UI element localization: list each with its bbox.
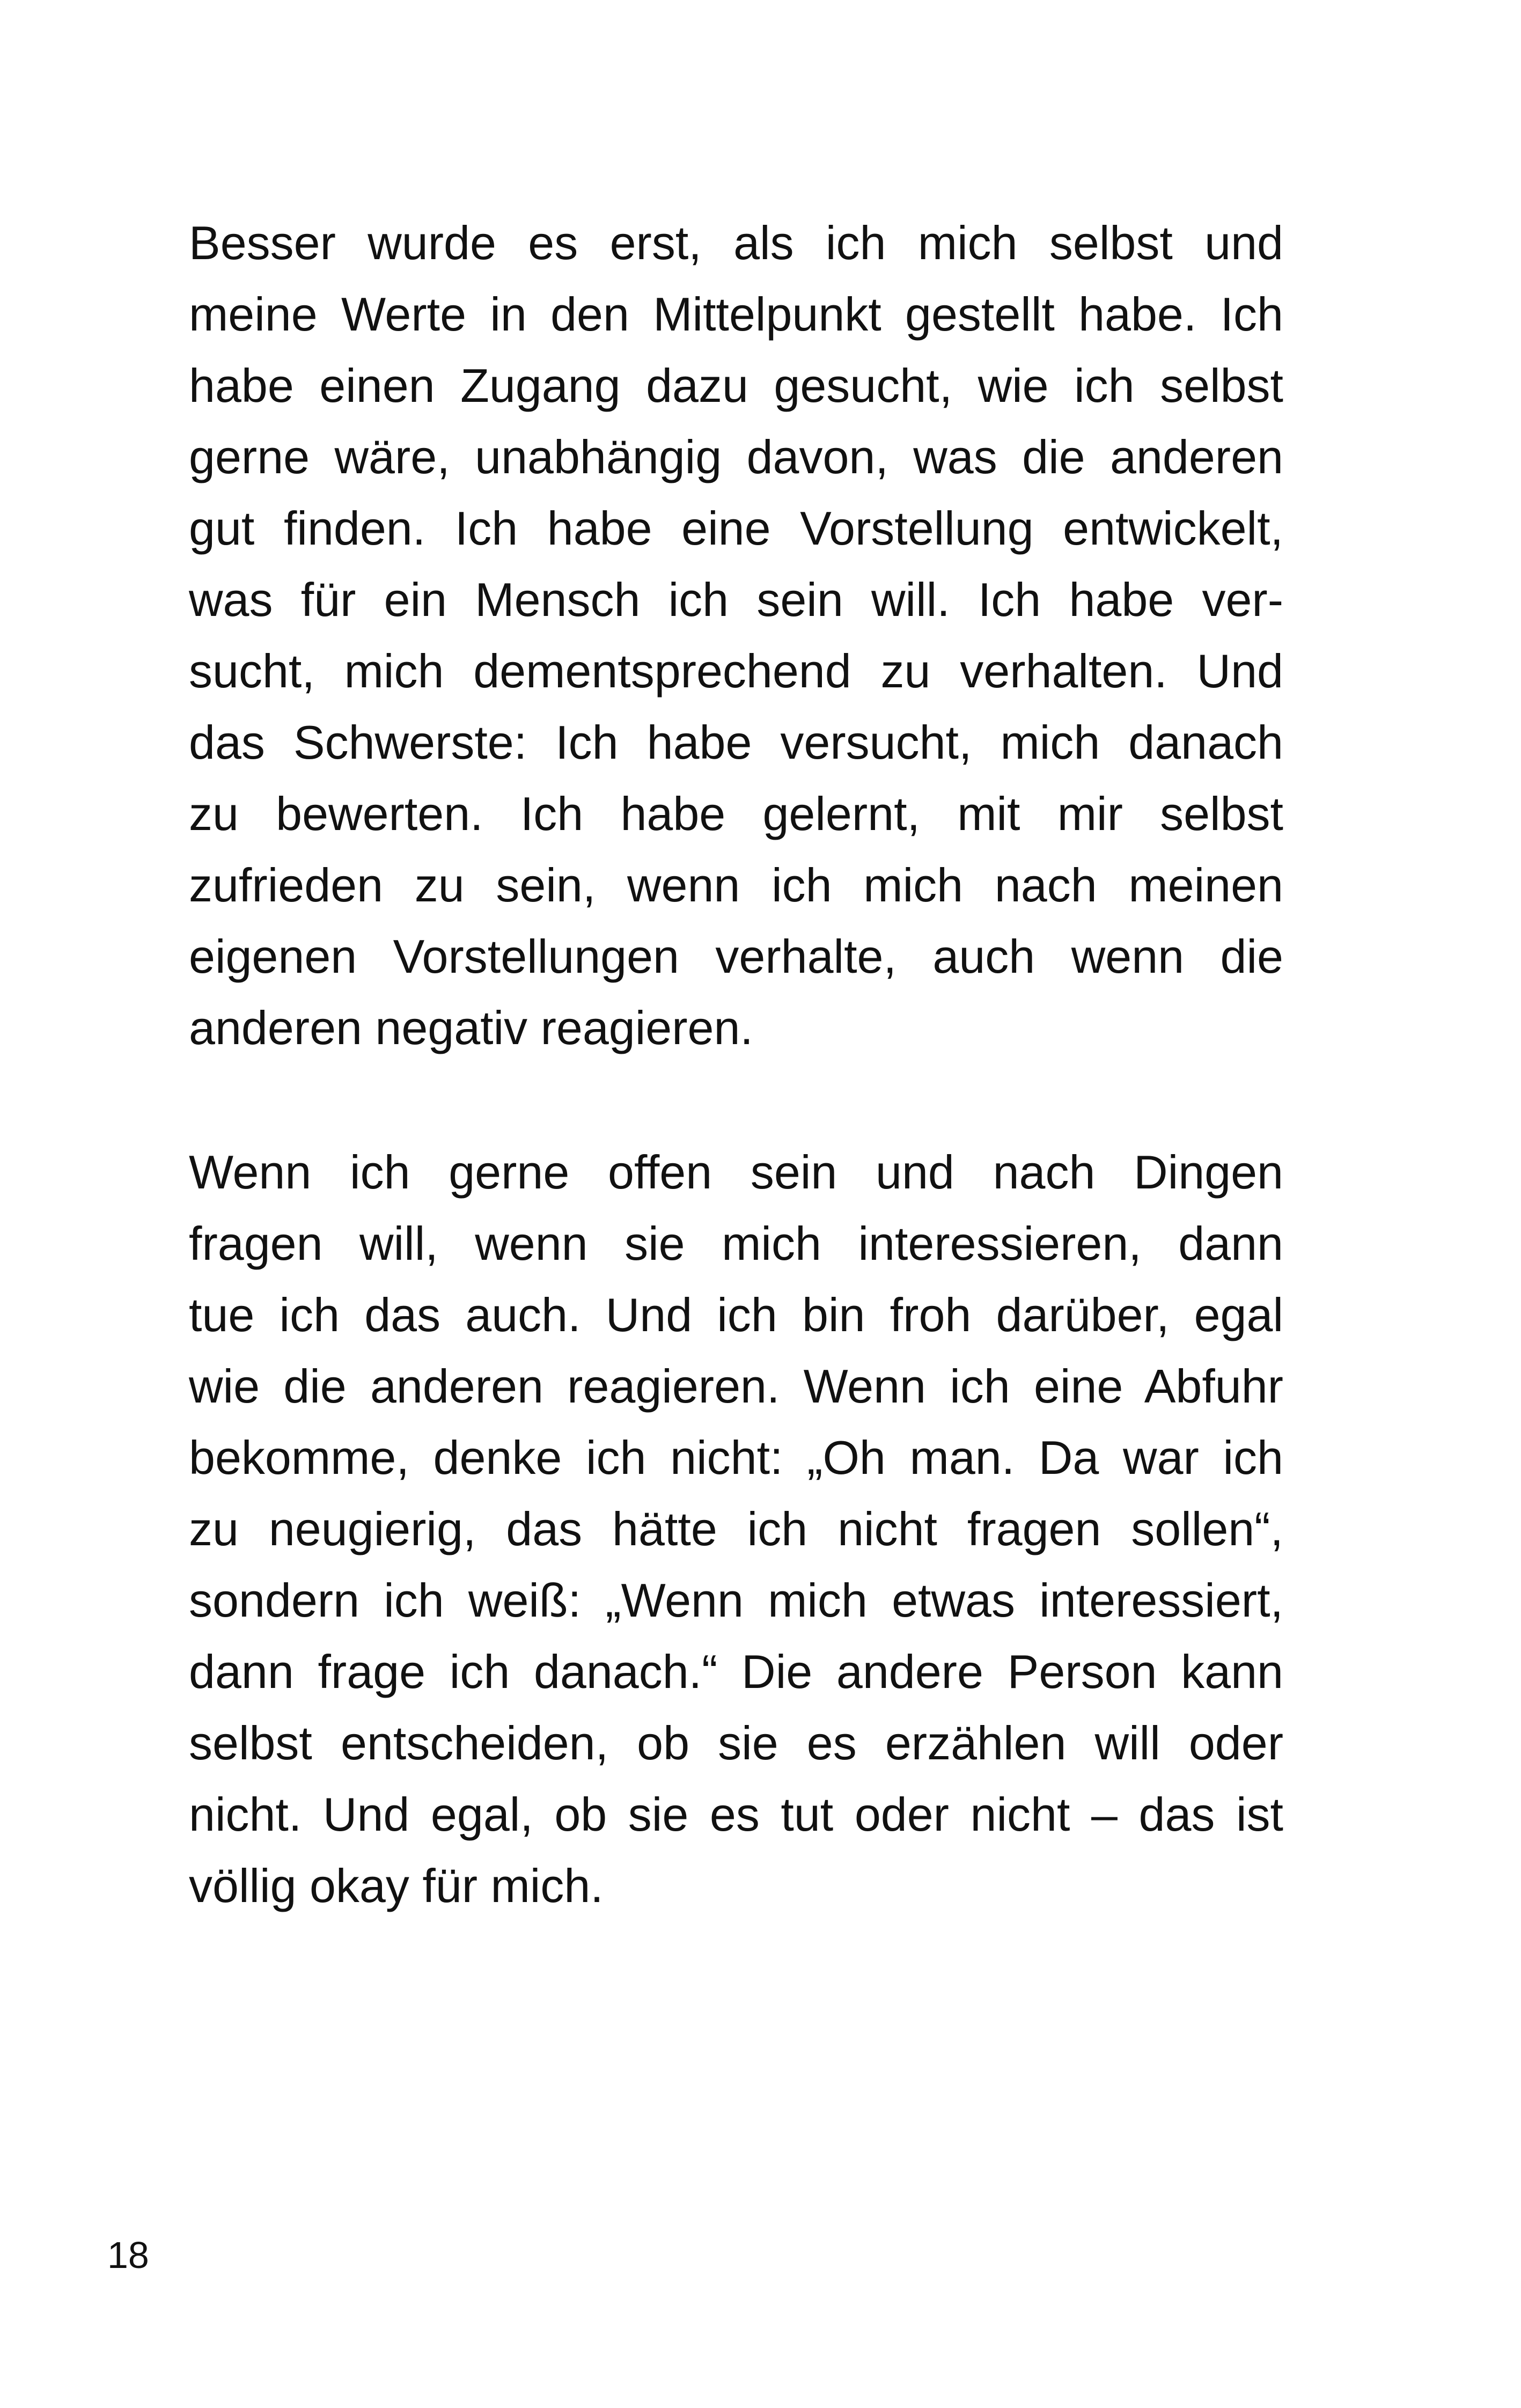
text-line: nicht. Und egal, ob sie es tut oder nicht – das ist (189, 1788, 1283, 1841)
text-line: tue ich das auch. Und ich bin froh darüber, egal (189, 1288, 1283, 1341)
text-line: dann frage ich danach.“ Die andere Person kann (189, 1645, 1283, 1698)
text-line: gerne wäre, unabhängig davon, was die anderen (189, 430, 1283, 483)
paragraph-2 (189, 1136, 1283, 1921)
text-line: wie die anderen reagieren. Wenn ich eine Abfuhr (189, 1360, 1283, 1413)
text-line: Besser wurde es erst, als ich mich selbst und (189, 216, 1283, 269)
text-line: eigenen Vorstellungen verhalte, auch wenn die (189, 930, 1283, 983)
text-line: zu bewerten. Ich habe gelernt, mit mir selbst (189, 787, 1283, 840)
text-line: anderen negativ reagieren. (189, 1001, 753, 1054)
text-line: meine Werte in den Mittelpunkt gestellt habe. Ich (189, 288, 1283, 341)
text-line: gut finden. Ich habe eine Vorstellung entwickelt, (189, 502, 1283, 555)
text-line: habe einen Zugang dazu gesucht, wie ich selbst (189, 359, 1283, 412)
text-line: selbst entscheiden, ob sie es erzählen will oder (189, 1716, 1283, 1770)
text-line: zu neugierig, das hätte ich nicht fragen sollen“, (189, 1502, 1283, 1555)
text-line: das Schwerste: Ich habe versucht, mich danach (189, 716, 1283, 769)
text-line: bekomme, denke ich nicht: „Oh man. Da war ich (189, 1431, 1283, 1484)
paragraph-1 (189, 207, 1283, 1063)
text-line: sucht, mich dementsprechend zu verhalten. Und (189, 644, 1283, 698)
page-number: 18 (107, 2234, 149, 2276)
text-line: fragen will, wenn sie mich interessieren, dann (189, 1217, 1283, 1270)
text-line: völlig okay für mich. (189, 1859, 604, 1912)
text-line: was für ein Mensch ich sein will. Ich habe ver- (189, 573, 1283, 626)
text-line: Wenn ich gerne offen sein und nach Dingen (189, 1146, 1283, 1199)
text-line: sondern ich weiß: „Wenn mich etwas interessiert, (189, 1574, 1283, 1627)
text-line: zufrieden zu sein, wenn ich mich nach meinen (189, 858, 1283, 912)
